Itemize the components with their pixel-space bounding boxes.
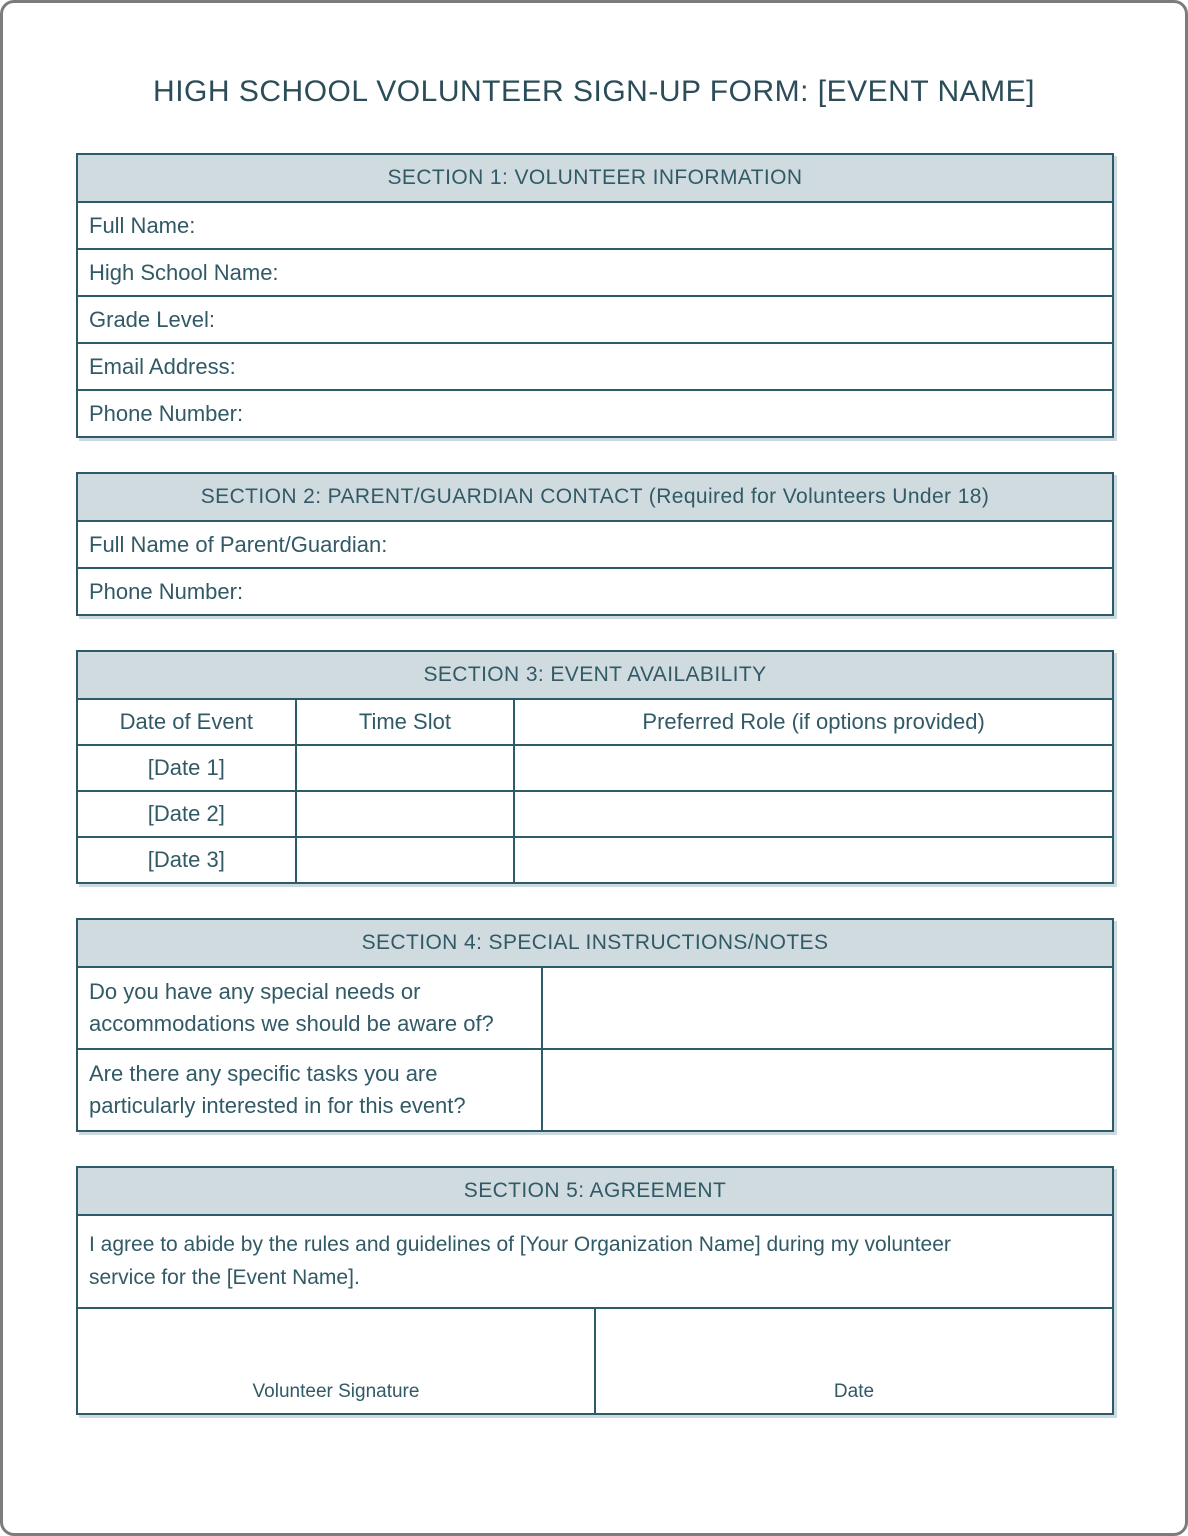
email-address-field[interactable]: Email Address:: [77, 343, 1113, 390]
date-area[interactable]: Date: [595, 1308, 1113, 1414]
question-line: accommodations we should be aware of?: [89, 1010, 494, 1036]
table-row: [77, 568, 1113, 615]
special-needs-answer-input[interactable]: [542, 967, 1113, 1049]
table-row: [77, 967, 1113, 1049]
section-3-table: [76, 650, 1114, 884]
agreement-text: [77, 1215, 1113, 1308]
time-slot-input-3[interactable]: [296, 837, 515, 883]
agreement-line: service for the [Event Name].: [89, 1266, 360, 1290]
table-row: [77, 521, 1113, 568]
table-row: [77, 296, 1113, 343]
section-4-header: SECTION 4: SPECIAL INSTRUCTIONS/NOTES: [77, 919, 1113, 967]
time-slot-input-2[interactable]: [296, 791, 515, 837]
parent-guardian-name-field[interactable]: Full Name of Parent/Guardian:: [77, 521, 1113, 568]
section-5-table: [76, 1166, 1114, 1415]
section-5-header: SECTION 5: AGREEMENT: [77, 1167, 1113, 1215]
question-line: Do you have any special needs or: [89, 979, 421, 1004]
date-3-label: [Date 3]: [77, 837, 296, 883]
agreement-row: [77, 1215, 1113, 1308]
section-1-table: [76, 153, 1114, 438]
form-content: [3, 153, 1185, 1415]
question-line: Are there any specific tasks you are: [89, 1060, 438, 1086]
preferred-role-input-1[interactable]: [514, 745, 1113, 791]
table-row: [77, 343, 1113, 390]
full-name-field[interactable]: Full Name:: [77, 202, 1113, 249]
signature-row: [77, 1308, 1113, 1414]
section-2-header-row: [77, 473, 1113, 521]
date-2-label: [Date 2]: [77, 791, 296, 837]
section-5-header-row: [77, 1167, 1113, 1215]
column-header-time-slot: Time Slot: [296, 699, 515, 745]
section-3-column-header-row: [77, 699, 1113, 745]
section-3-header-row: [77, 651, 1113, 699]
specific-tasks-answer-input[interactable]: [542, 1049, 1113, 1131]
table-row: [77, 390, 1113, 437]
high-school-name-field[interactable]: High School Name:: [77, 249, 1113, 296]
table-row: [77, 837, 1113, 883]
section-2-table: [76, 472, 1114, 616]
table-row: [77, 745, 1113, 791]
section-2-header: SECTION 2: PARENT/GUARDIAN CONTACT (Required for Volunteers Under 18): [77, 473, 1113, 521]
form-title: HIGH SCHOOL VOLUNTEER SIGN-UP FORM: [EVENT NAME]: [153, 75, 1035, 108]
phone-number-field[interactable]: Phone Number:: [77, 390, 1113, 437]
table-row: [77, 1049, 1113, 1131]
table-row: [77, 249, 1113, 296]
section-1-header-row: [77, 154, 1113, 202]
agreement-line: I agree to abide by the rules and guidelines of [Your Organization Name] during my volunteer: [89, 1232, 951, 1256]
specific-tasks-question: [77, 1049, 542, 1131]
preferred-role-input-3[interactable]: [514, 837, 1113, 883]
section-4-header-row: [77, 919, 1113, 967]
parent-phone-number-field[interactable]: Phone Number:: [77, 568, 1113, 615]
column-header-date-of-event: Date of Event: [77, 699, 296, 745]
time-slot-input-1[interactable]: [296, 745, 515, 791]
preferred-role-input-2[interactable]: [514, 791, 1113, 837]
section-3-header: SECTION 3: EVENT AVAILABILITY: [77, 651, 1113, 699]
volunteer-signature-area[interactable]: Volunteer Signature: [77, 1308, 595, 1414]
special-needs-question: [77, 967, 542, 1049]
table-row: [77, 791, 1113, 837]
column-header-preferred-role: Preferred Role (if options provided): [514, 699, 1113, 745]
question-line: particularly interested in for this event?: [89, 1092, 466, 1118]
table-row: [77, 202, 1113, 249]
grade-level-field[interactable]: Grade Level:: [77, 296, 1113, 343]
section-1-header: SECTION 1: VOLUNTEER INFORMATION: [77, 154, 1113, 202]
date-1-label: [Date 1]: [77, 745, 296, 791]
section-4-table: [76, 918, 1114, 1132]
